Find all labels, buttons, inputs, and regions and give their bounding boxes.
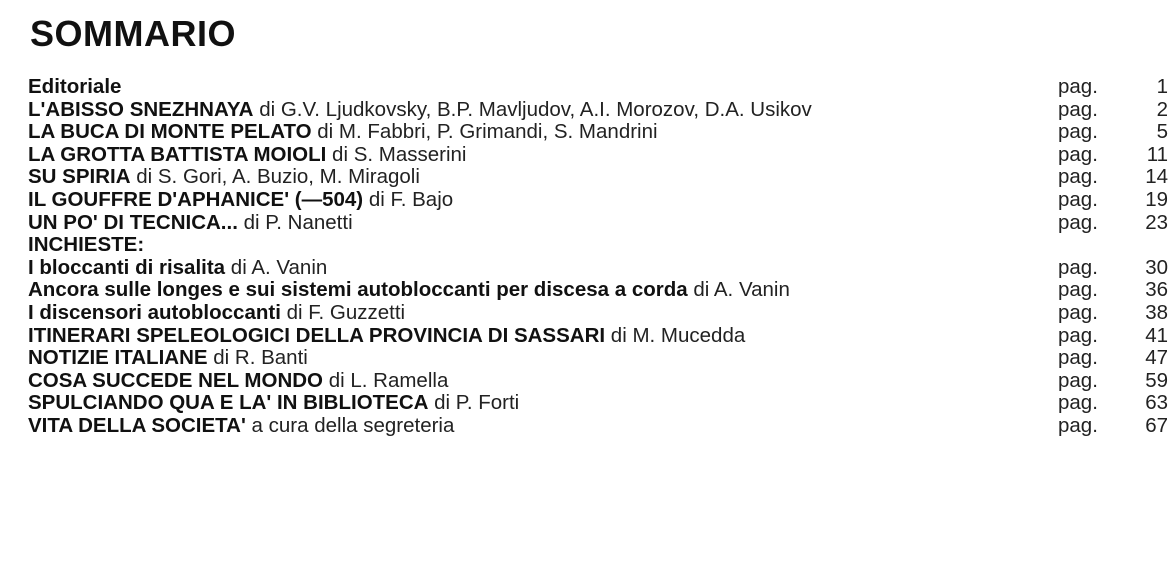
page-number: 38 xyxy=(1145,300,1168,324)
toc-entry-heading: Ancora sulle longes e sui sistemi autobloccanti per discesa a corda xyxy=(28,278,688,302)
page-number: 19 xyxy=(1145,187,1168,211)
toc-entry xyxy=(28,97,1168,122)
toc-entry xyxy=(28,300,1168,325)
toc-entry xyxy=(28,75,1168,99)
page-number: 36 xyxy=(1145,278,1168,302)
page-title: SOMMARIO xyxy=(30,13,236,54)
toc-entry-heading: VITA DELLA SOCIETA' xyxy=(28,413,246,437)
toc-entry-author: di G.V. Ljudkovsky, B.P. Mavljudov, A.I. Morozov, D.A. Usikov xyxy=(259,97,812,121)
toc-entry-author: a cura della segreteria xyxy=(251,413,455,437)
toc-entry-text xyxy=(28,346,308,369)
toc-entry-text xyxy=(28,98,812,121)
toc-entry xyxy=(28,368,1168,393)
page-label: pag. xyxy=(1058,300,1098,324)
page-label: pag. xyxy=(1058,346,1098,370)
page-label: pag. xyxy=(1058,210,1098,234)
toc-entry-text xyxy=(28,324,745,347)
toc-entry-text xyxy=(28,143,466,166)
toc-entry-text xyxy=(28,278,790,301)
toc-entry-text xyxy=(28,120,658,143)
toc-entry-page xyxy=(1058,415,1168,438)
page-label: pag. xyxy=(1058,255,1098,279)
toc-entry-author: di F. Bajo xyxy=(368,187,454,211)
page-number: 11 xyxy=(1146,142,1168,166)
toc-entry-text xyxy=(28,165,420,188)
page-number: 67 xyxy=(1145,413,1168,437)
toc-entry-page xyxy=(1058,302,1168,325)
page-label: pag. xyxy=(1058,368,1098,392)
toc-entry-heading: NOTIZIE ITALIANE xyxy=(28,346,208,370)
toc-entry-page xyxy=(1058,370,1168,393)
page-number: 14 xyxy=(1145,165,1168,189)
page-number: 59 xyxy=(1145,368,1168,392)
toc-entry-heading: IL GOUFFRE D'APHANICE' (—504) xyxy=(28,187,364,211)
toc-entry-author: di L. Ramella xyxy=(328,368,449,392)
toc-entry-heading: ITINERARI SPELEOLOGICI DELLA PROVINCIA DI SASSARI xyxy=(28,323,606,347)
toc-entry xyxy=(28,210,1168,235)
toc-entry-page xyxy=(1058,347,1168,370)
toc-entry-heading: Editoriale xyxy=(28,75,122,98)
page-number: 63 xyxy=(1145,391,1168,415)
toc-entry-heading: LA BUCA DI MONTE PELATO xyxy=(28,120,312,144)
toc-entry-heading: INCHIESTE: xyxy=(28,233,145,257)
page-label: pag. xyxy=(1058,142,1098,166)
page-label: pag. xyxy=(1058,323,1098,347)
toc-entry-author: di S. Masserini xyxy=(332,142,467,166)
toc-entry-author: di F. Guzzetti xyxy=(286,300,406,324)
page-label: pag. xyxy=(1058,120,1098,144)
toc-entry-text xyxy=(28,188,453,211)
page-number: 5 xyxy=(1156,120,1168,144)
toc-entry-page xyxy=(1058,212,1168,235)
toc-entry-text xyxy=(28,414,454,437)
toc-entry-author: di P. Forti xyxy=(434,391,520,415)
toc-entry xyxy=(28,346,1168,370)
page-number: 47 xyxy=(1145,346,1168,370)
toc-entry xyxy=(28,165,1168,189)
page-label: pag. xyxy=(1058,391,1098,415)
page-label: pag. xyxy=(1058,278,1098,302)
toc-entry-heading: L'ABISSO SNEZHNAYA xyxy=(28,97,254,121)
page-number: 23 xyxy=(1145,210,1168,234)
toc-entry-page xyxy=(1058,279,1168,302)
page-number: 1 xyxy=(1156,75,1168,98)
toc-entry-page xyxy=(1058,166,1168,189)
page-number: 41 xyxy=(1145,323,1168,347)
toc-entry xyxy=(28,323,1168,348)
page-number: 2 xyxy=(1156,97,1168,121)
toc-entry-text xyxy=(28,75,121,98)
toc-entry xyxy=(28,234,1164,257)
toc-entry xyxy=(28,413,1168,438)
toc-entry xyxy=(28,391,1168,415)
toc-entry xyxy=(28,187,1168,212)
toc-entry-text xyxy=(28,301,405,324)
toc-list xyxy=(28,75,1168,438)
toc-entry-page xyxy=(1058,325,1168,348)
toc-entry-author: di A. Vanin xyxy=(693,278,790,302)
toc-entry xyxy=(28,255,1168,280)
toc-entry-author: di S. Gori, A. Buzio, M. Miragoli xyxy=(136,165,420,189)
toc-entry-page xyxy=(1058,76,1168,99)
toc-entry-author: di A. Vanin xyxy=(230,255,328,279)
toc-entry-author: di M. Fabbri, P. Grimandi, S. Mandrini xyxy=(317,120,658,144)
page-label: pag. xyxy=(1058,413,1098,437)
toc-entry-page xyxy=(1058,121,1168,144)
toc-entry xyxy=(28,120,1168,144)
toc-entry-heading: I bloccanti di risalita xyxy=(28,255,226,279)
page-label: pag. xyxy=(1058,165,1098,189)
page-label: pag. xyxy=(1058,97,1098,121)
toc-entry-author: di M. Mucedda xyxy=(610,323,746,347)
toc-entry-heading: I discensori autobloccanti xyxy=(28,300,281,324)
toc-entry-text xyxy=(28,391,519,414)
toc-entry-text xyxy=(28,369,448,392)
toc-entry-author: di R. Banti xyxy=(213,346,308,370)
toc-entry-text xyxy=(28,256,327,279)
toc-entry-heading: COSA SUCCEDE NEL MONDO xyxy=(28,368,323,392)
page-label: pag. xyxy=(1058,75,1098,98)
toc-entry-page xyxy=(1058,392,1168,415)
page-label: pag. xyxy=(1058,187,1098,211)
toc-entry xyxy=(28,278,1168,302)
toc-entry-text xyxy=(28,233,144,256)
toc-entry-page xyxy=(1058,189,1168,212)
toc-entry xyxy=(28,142,1168,167)
toc-entry-page xyxy=(1058,257,1168,280)
toc-entry-text xyxy=(28,211,353,234)
toc-entry-heading: UN PO' DI TECNICA... xyxy=(28,210,238,234)
toc-entry-author: di P. Nanetti xyxy=(243,210,353,234)
page-number: 30 xyxy=(1145,255,1168,279)
toc-entry-page xyxy=(1058,144,1168,167)
toc-entry-heading: SU SPIRIA xyxy=(28,165,131,189)
toc-entry-heading: SPULCIANDO QUA E LA' IN BIBLIOTECA xyxy=(28,391,429,415)
toc-entry-page xyxy=(1058,99,1168,122)
toc-entry-heading: LA GROTTA BATTISTA MOIOLI xyxy=(28,142,327,166)
